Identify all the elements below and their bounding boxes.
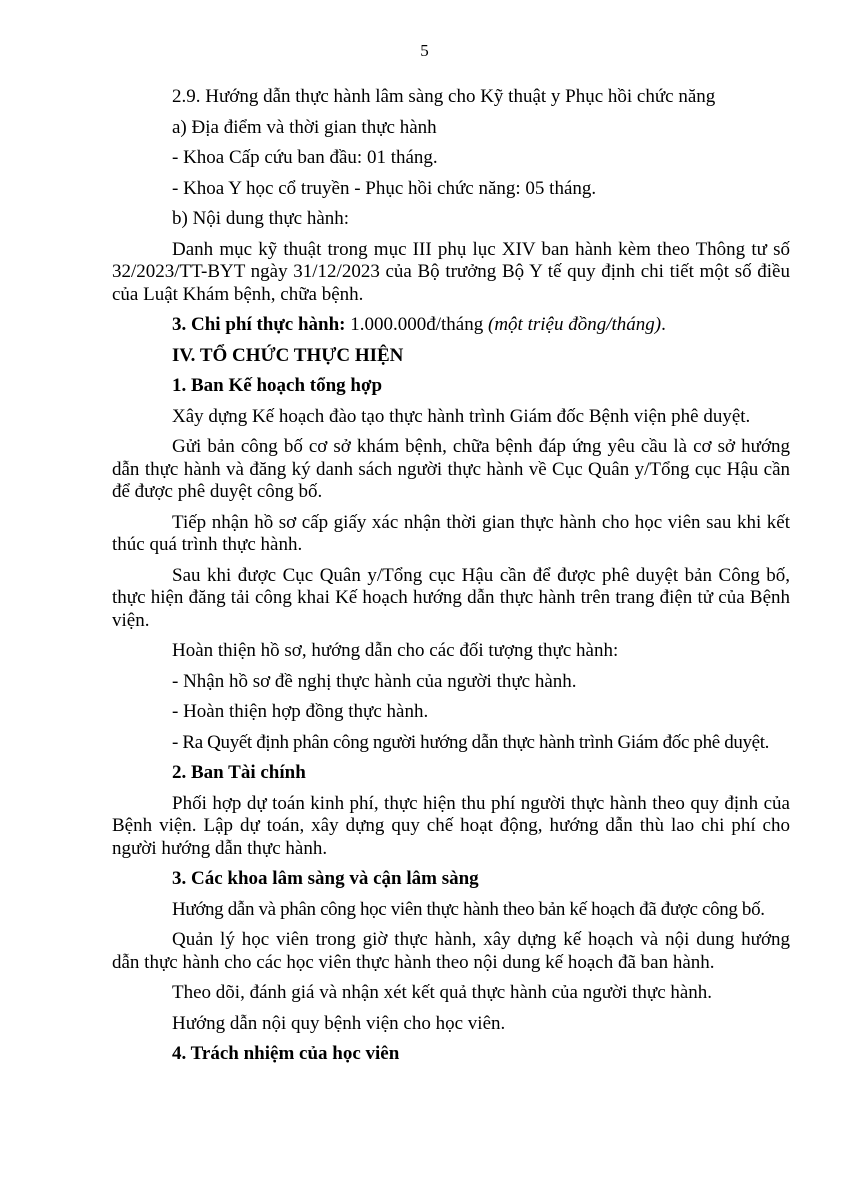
list-item: - Khoa Cấp cứu ban đầu: 01 tháng. [172,147,438,168]
page-number: 5 [420,41,429,60]
subsection-content: b) Nội dung thực hành: [172,208,350,229]
list-item: - Hoàn thiện hợp đồng thực hành. [172,701,429,722]
list-item: - Nhận hồ sơ đề nghị thực hành của người thực hành. [172,670,577,692]
subsection-location-time: a) Địa điểm và thời gian thực hành [172,116,437,138]
cost-end: . [661,314,666,335]
paragraph: Danh mục kỹ thuật trong mục III phụ lục XIV ban hành kèm theo Thông tư số 32/2023/TT-BYT ngày 31/12/2023 của Bộ trưởng Bộ Y tế quy định chi tiết một số điều của Luật Khám bệnh, chữa bệnh. [112,238,790,305]
cost-note: (một triệu đồng/tháng) [488,314,662,335]
paragraph: Gửi bản công bố cơ sở khám bệnh, chữa bệnh đáp ứng yêu cầu là cơ sở hướng dẫn thực hành và đăng ký danh sách người thực hành về Cục Quân y/Tổng cục Hậu cần để được phê duyệt công bố. [112,436,790,502]
cost-value: 1.000.000đ/tháng [345,314,488,335]
list-item: - Ra Quyết định phân công người hướng dẫn thực hành trình Giám đốc phê duyệt. [172,731,770,753]
cost-paragraph [112,314,790,337]
list-item: - Khoa Y học cổ truyền - Phục hồi chức năng: 05 tháng. [172,177,597,199]
section-heading-4: 4. Trách nhiệm của học viên [172,1043,400,1064]
paragraph: Hoàn thiện hồ sơ, hướng dẫn cho các đối tượng thực hành: [172,640,619,661]
paragraph: Sau khi được Cục Quân y/Tổng cục Hậu cần để được phê duyệt bản Công bố, thực hiện đăng tải công khai Kế hoạch hướng dẫn thực hành trên trang điện tử của Bệnh viện. [112,564,790,631]
section-heading-iv: IV. TỔ CHỨC THỰC HIỆN [172,344,404,366]
paragraph: Phối hợp dự toán kinh phí, thực hiện thu phí người thực hành theo quy định của Bệnh viện. Lập dự toán, xây dựng quy chế hoạt động, hướng dẫn thù lao chi phí cho người hướng dẫn thực hành. [112,792,790,859]
section-heading-1: 1. Ban Kế hoạch tổng hợp [172,375,383,396]
paragraph: Hướng dẫn nội quy bệnh viện cho học viên. [172,1012,506,1034]
section-heading-3: 3. Các khoa lâm sàng và cận lâm sàng [172,868,479,889]
paragraph: Xây dựng Kế hoạch đào tạo thực hành trình Giám đốc Bệnh viện phê duyệt. [172,405,751,427]
paragraph: Quản lý học viên trong giờ thực hành, xây dựng kế hoạch và nội dung hướng dẫn thực hành cho các học viên thực hành theo nội dung kế hoạch đã ban hành. [112,929,790,973]
section-heading-2: 2. Ban Tài chính [172,762,306,783]
paragraph: Theo dõi, đánh giá và nhận xét kết quả thực hành của người thực hành. [172,982,713,1003]
cost-label: 3. Chi phí thực hành: [172,314,346,335]
paragraph: Hướng dẫn và phân công học viên thực hành theo bản kế hoạch đã được công bố. [172,898,765,920]
paragraph: Tiếp nhận hồ sơ cấp giấy xác nhận thời gian thực hành cho học viên sau khi kết thúc quá trình thực hành. [112,511,790,555]
section-heading-2-9: 2.9. Hướng dẫn thực hành lâm sàng cho Kỹ thuật y Phục hồi chức năng [172,86,716,107]
document-body [112,86,790,1066]
